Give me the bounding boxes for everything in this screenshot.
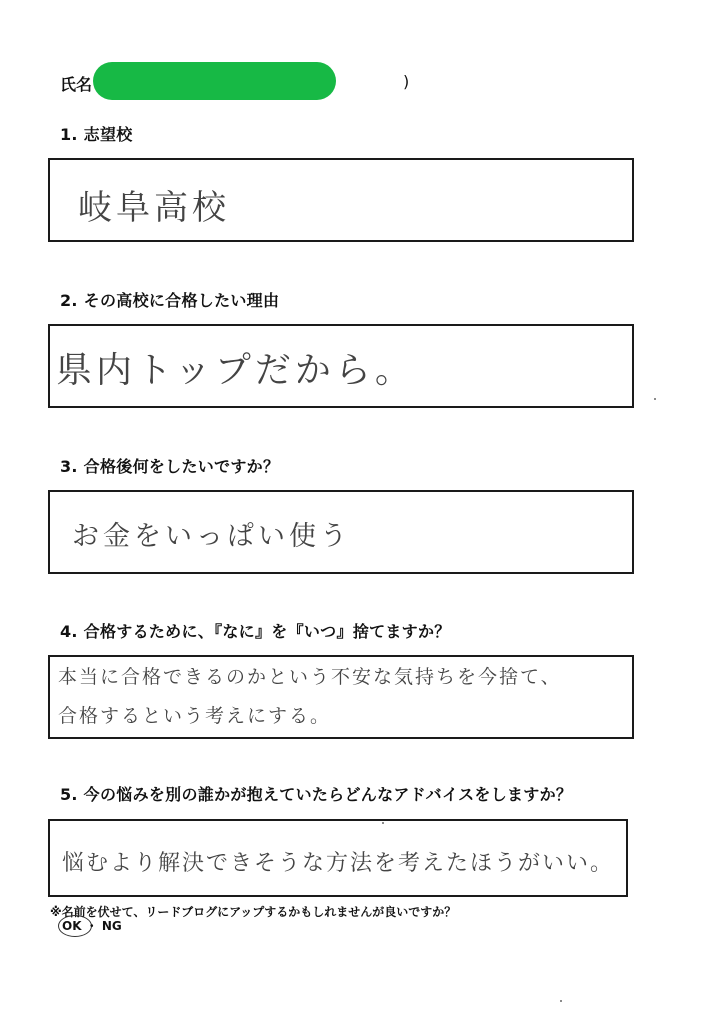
question-4-answer-box (48, 655, 634, 739)
question-5-label: 5. 今の悩みを別の誰かが抱えていたらどんなアドバイスをしますか？ (60, 785, 573, 804)
name-close-paren: ) (403, 72, 410, 91)
question-1-label: 1. 志望校 (60, 125, 133, 144)
ok-option: OK (62, 919, 82, 933)
question-5-answer: 悩むより解決できそうな方法を考えたほうがいい。 (62, 851, 615, 876)
name-label: 氏名 (60, 75, 93, 94)
question-4-label: 4. 合格するために、『なに』を『いつ』捨てますか？ (60, 622, 451, 641)
question-2-label: 2. その高校に合格したい理由 (60, 291, 280, 310)
scan-speck (654, 398, 656, 400)
name-row (60, 70, 440, 98)
consent-choice (62, 917, 122, 934)
option-separator: ・ (85, 919, 98, 933)
scan-speck (382, 822, 384, 824)
consent-note: ※名前を伏せて、リードブログにアップするかもしれませんが良いですか？ (50, 905, 457, 919)
scan-speck (560, 1000, 562, 1002)
question-4-answer-line-2: 合格するという考えにする。 (58, 705, 332, 727)
question-3-answer-box (48, 490, 634, 574)
name-redaction (93, 62, 336, 100)
question-1-answer: 岐阜高校 (78, 188, 230, 228)
question-5-answer-box (48, 819, 628, 897)
question-4-answer-line-1: 本当に合格できるのかという不安な気持ちを今捨て、 (58, 666, 562, 688)
question-3-label: 3. 合格後何をしたいですか？ (60, 457, 280, 476)
question-2-answer: 県内トップだから。 (56, 350, 415, 391)
question-1-answer-box (48, 158, 634, 242)
question-2-answer-box (48, 324, 634, 408)
ng-option: NG (101, 919, 122, 933)
question-3-answer: お金をいっぱい使う (72, 521, 351, 552)
